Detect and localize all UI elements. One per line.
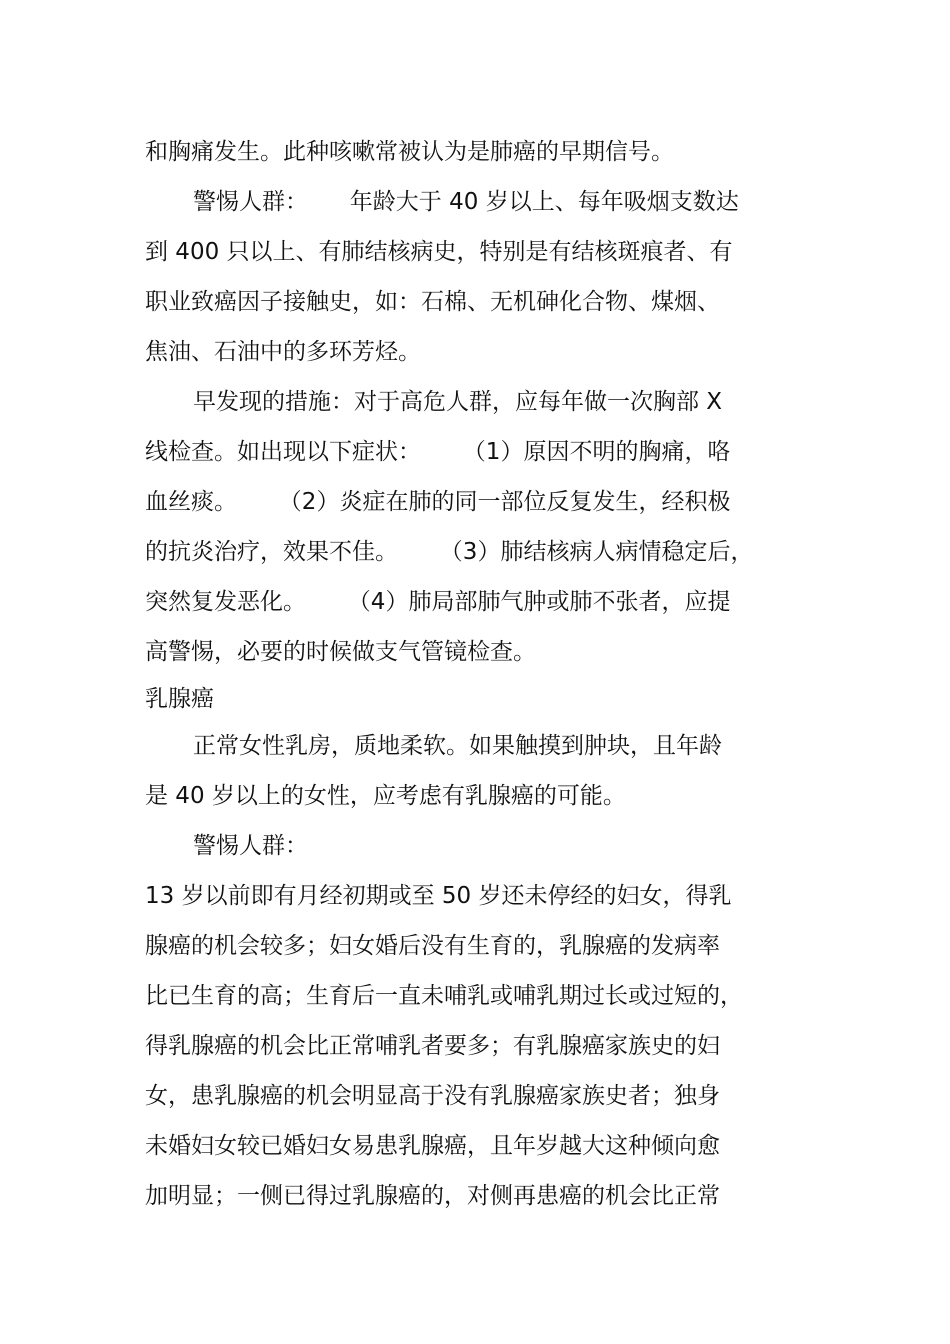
paragraph-line: 警惕人群：: [193, 833, 308, 859]
paragraph-line: 未婚妇女较已婚妇女易患乳腺癌，且年岁越大这种倾向愈: [145, 1133, 720, 1159]
paragraph-line: 高警惕，必要的时候做支气管镜检查。: [145, 639, 536, 665]
paragraph-line: 警惕人群： 年龄大于 40 岁以上、每年吸烟支数达: [193, 189, 739, 215]
paragraph-line: 突然复发恶化。 （4）肺局部肺气肿或肺不张者，应提: [145, 589, 731, 615]
paragraph-line: 早发现的措施：对于高危人群，应每年做一次胸部 X: [193, 389, 723, 415]
document-page: [145, 127, 810, 1221]
paragraph-line: 职业致癌因子接触史，如：石棉、无机砷化合物、煤烟、: [145, 289, 720, 315]
paragraph-line: 女，患乳腺癌的机会明显高于没有乳腺癌家族史者；独身: [145, 1083, 720, 1109]
paragraph-line: 的抗炎治疗，效果不佳。 （3）肺结核病人病情稳定后，: [145, 539, 754, 565]
paragraph-line: 血丝痰。 （2）炎症在肺的同一部位反复发生，经积极: [145, 489, 731, 515]
paragraph-line: 比已生育的高；生育后一直未哺乳或哺乳期过长或过短的，: [145, 983, 743, 1009]
paragraph-line: 腺癌的机会较多；妇女婚后没有生育的，乳腺癌的发病率: [145, 933, 720, 959]
paragraph-line: 和胸痛发生。此种咳嗽常被认为是肺癌的早期信号。: [145, 139, 674, 165]
paragraph-line: 到 400 只以上、有肺结核病史，特别是有结核斑痕者、有: [145, 239, 733, 265]
paragraph-line: 是 40 岁以上的女性，应考虑有乳腺癌的可能。: [145, 783, 626, 809]
paragraph-line: 正常女性乳房，质地柔软。如果触摸到肿块，且年龄: [193, 733, 722, 759]
paragraph-line: 加明显；一侧已得过乳腺癌的，对侧再患癌的机会比正常: [145, 1183, 720, 1209]
paragraph-line: 13 岁以前即有月经初期或至 50 岁还未停经的妇女，得乳: [145, 883, 732, 909]
paragraph-line: 焦油、石油中的多环芳烃。: [145, 339, 421, 365]
section-heading: 乳腺癌: [145, 686, 214, 712]
paragraph-line: 得乳腺癌的机会比正常哺乳者要多；有乳腺癌家族史的妇: [145, 1033, 720, 1059]
paragraph-line: 线检查。如出现以下症状： （1）原因不明的胸痛，咯: [145, 439, 731, 465]
